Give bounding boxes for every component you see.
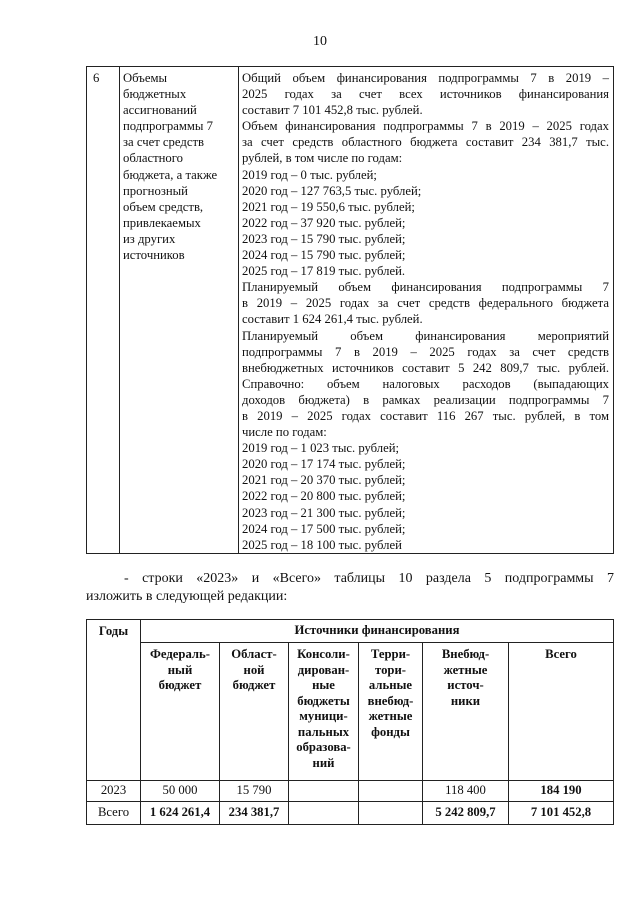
row-content-cell (239, 67, 614, 554)
content-line: Планируемый объем финансирования мероприятий (242, 328, 609, 343)
column-header-line: жетные (368, 709, 413, 723)
column-header-line: ный (167, 662, 193, 677)
content-line: Планируемый объем финансирования подпрограммы 7 (242, 280, 609, 295)
year-cell: 2023 (87, 781, 141, 802)
column-header-line: образова- (296, 740, 351, 754)
content-line: Объем финансирования подпрограммы 7 в 2019 – 2025 годах (242, 119, 609, 134)
column-header-line: Област- (231, 647, 277, 661)
column-header-line: муници- (299, 709, 348, 723)
regional-cell: 15 790 (220, 781, 289, 802)
column-header-line: фонды (371, 724, 410, 739)
content-line: составит 1 624 261,4 тыс. рублей. (242, 312, 423, 327)
row-label-line: Объемы (123, 71, 168, 85)
content-line: доходов бюджета) в рамках реализации подпрограммы 7 (242, 392, 609, 407)
content-line: 2022 год – 20 800 тыс. рублей; (242, 489, 406, 504)
column-header-line: ники (450, 693, 481, 708)
content-line: в 2019 – 2025 годах за счет средств федерального бюджета (242, 296, 609, 311)
content-line: 2020 год – 17 174 тыс. рублей; (242, 457, 406, 472)
content-line: 2024 год – 17 500 тыс. рублей; (242, 521, 406, 536)
content-line: 2019 год – 1 023 тыс. рублей; (242, 441, 400, 456)
federal-cell: 50 000 (141, 781, 220, 802)
regional-cell: 234 381,7 (220, 802, 289, 825)
territorial-cell (359, 781, 423, 802)
content-line: Общий объем финансирования подпрограммы 7 в 2019 – (242, 71, 609, 85)
column-header-line: ний (312, 755, 335, 770)
column-header-line: ные (312, 678, 335, 692)
row-label-line: областного (123, 151, 183, 166)
total-cell: 7 101 452,8 (509, 802, 614, 825)
column-header-line: внебюд- (367, 693, 414, 708)
column-header-line: Федераль- (150, 647, 210, 661)
content-line: рублей, в том числе по годам: (242, 151, 403, 166)
financing-table (86, 619, 614, 825)
column-header-line: ной (243, 662, 265, 677)
column-header-line: Консоли- (297, 647, 350, 661)
column-header-line: дирован- (297, 662, 350, 677)
column-header-line: Внебюд- (441, 647, 490, 661)
row-number: 6 (87, 67, 120, 554)
column-header (509, 643, 614, 781)
content-line: 2024 год – 15 790 тыс. рублей; (242, 248, 406, 263)
content-line: 2019 год – 0 тыс. рублей; (242, 167, 377, 182)
row-label-line: бюджетных (123, 87, 187, 102)
federal-cell: 1 624 261,4 (141, 802, 220, 825)
column-header (220, 643, 289, 781)
table-row (87, 67, 614, 554)
column-header (141, 643, 220, 781)
row-label-line: из других (123, 231, 176, 246)
paragraph-line: изложить в следующей редакции: (86, 589, 288, 604)
column-header-line: Терри- (370, 647, 411, 661)
content-line: составит 7 101 452,8 тыс. рублей. (242, 103, 423, 118)
content-line: 2020 год – 127 763,5 тыс. рублей; (242, 183, 422, 198)
content-line: 2022 год – 37 920 тыс. рублей; (242, 215, 406, 230)
row-label-line: прогнозный (123, 183, 188, 198)
municipal-cell (289, 802, 359, 825)
column-header (423, 643, 509, 781)
column-header-line: бюджет (158, 678, 202, 692)
sources-header: Источники финансирования (141, 620, 614, 643)
content-line: 2021 год – 19 550,6 тыс. рублей; (242, 199, 415, 214)
row-label-line: подпрограммы 7 (123, 119, 213, 134)
content-line: числе по годам: (242, 425, 327, 440)
content-line: 2025 год – 18 100 тыс. рублей (242, 537, 402, 552)
column-header (289, 643, 359, 781)
column-header-line: жетные (443, 662, 488, 677)
content-line: 2023 год – 15 790 тыс. рублей; (242, 231, 406, 246)
table-row (87, 781, 614, 802)
row-label-line: источников (123, 248, 185, 263)
row-label-line: ассигнований (123, 103, 197, 118)
row-label-line: бюджета, а также (123, 167, 218, 182)
amendment-paragraph (86, 570, 614, 606)
content-line: 2025 год – 17 819 тыс. рублей. (242, 264, 406, 279)
content-line: за счет средств областного бюджета составит 234 381,7 тыс. (242, 135, 609, 150)
territorial-cell (359, 802, 423, 825)
subprogram-passport-table (86, 66, 614, 554)
column-header-line: пальных (297, 724, 350, 739)
extrabudget-cell: 118 400 (423, 781, 509, 802)
content-line: подпрограммы 7 в 2019 – 2025 годах за счет средств (242, 344, 609, 359)
extrabudget-cell: 5 242 809,7 (423, 802, 509, 825)
column-header-line: альные (368, 678, 413, 692)
column-header (359, 643, 423, 781)
years-header: Годы (87, 620, 141, 781)
total-cell: 184 190 (509, 781, 614, 802)
year-cell: Всего (87, 802, 141, 825)
content-line: 2025 годах за счет всех источников финансирования (242, 87, 609, 102)
table-row (87, 802, 614, 825)
column-header-row (87, 643, 614, 781)
row-label-line: за счет средств (123, 135, 204, 150)
content-line: внебюджетных источников составит 5 242 809,7 тыс. рублей. (242, 360, 609, 375)
page-number: 10 (313, 34, 327, 49)
content-line: 2021 год – 20 370 тыс. рублей; (242, 473, 406, 488)
column-header-line: Всего (545, 647, 577, 661)
row-label-line: привлекаемых (123, 215, 201, 230)
column-header-line: тори- (375, 662, 406, 677)
paragraph-line: - строки «2023» и «Всего» таблицы 10 раздела 5 подпрограммы 7 (124, 571, 614, 586)
column-header-line: источ- (447, 678, 484, 692)
content-line: 2023 год – 21 300 тыс. рублей; (242, 505, 406, 520)
content-line: в 2019 – 2025 годах составит 116 267 тыс. рублей, в том (242, 408, 609, 423)
content-line: Справочно: объем налоговых расходов (выпадающих (242, 376, 609, 391)
row-label-line: объем средств, (123, 199, 204, 214)
column-header-line: бюджет (232, 678, 276, 692)
column-header-line: бюджеты (297, 693, 350, 708)
row-label-cell (120, 67, 239, 554)
municipal-cell (289, 781, 359, 802)
